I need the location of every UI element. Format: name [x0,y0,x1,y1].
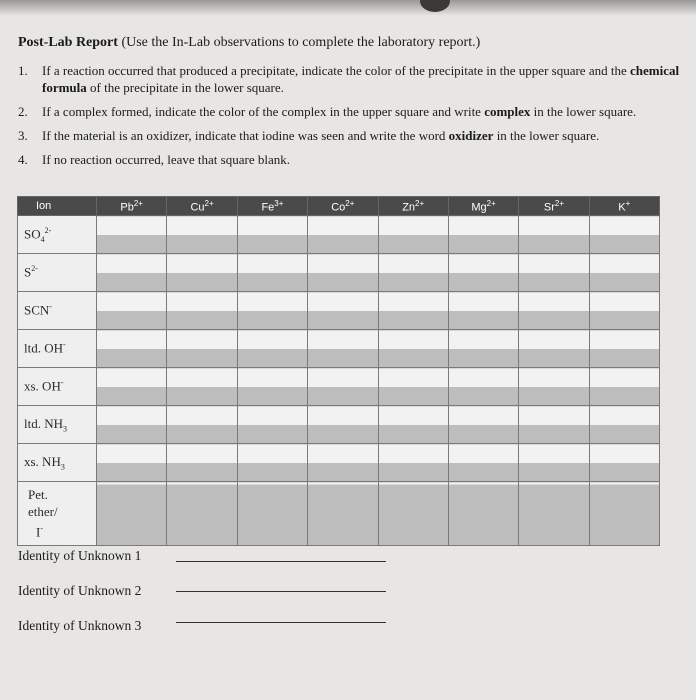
cation-charge: 2+ [204,198,214,208]
reagent-text: ltd. NH [24,415,63,431]
unknown-label: Identity of Unknown 1 [18,548,142,563]
observation-cell[interactable] [167,482,237,546]
reagent-text: SO [24,225,41,241]
instruction-emphasis: chemical formula [42,63,680,95]
observation-cell[interactable] [378,330,448,368]
observation-cell[interactable] [448,330,518,368]
observation-cell[interactable] [378,482,448,546]
table-row [18,406,660,444]
instruction-text: If a complex formed, indicate the color of the complex in the upper square and write [42,104,485,119]
observation-cell[interactable] [378,368,448,406]
reagent-superscript: - [49,302,52,312]
reagent-superscript: 2- [44,225,52,235]
observation-cell[interactable] [237,330,307,368]
ion-column-header: Ion [18,197,97,216]
observation-cell[interactable] [519,330,589,368]
ion-table [17,196,660,546]
unknown-label: Identity of Unknown 3 [18,618,142,633]
reagent-label [18,368,97,406]
cation-symbol: Pb [120,201,134,214]
reagent-text: xs. NH [24,453,61,469]
reagent-subscript: 3 [60,462,65,472]
observation-cell[interactable] [237,444,307,482]
cation-charge: + [625,198,631,208]
instruction-text-end: in the lower square. [493,128,600,143]
observation-cell[interactable] [308,406,378,444]
observation-cell[interactable] [448,368,518,406]
instruction-item [18,62,688,96]
report-title: Post-Lab Report [18,35,118,50]
observation-cell[interactable] [378,292,448,330]
observation-cell[interactable] [589,406,659,444]
reagent-label [18,482,97,546]
instruction-number: 4. [18,152,28,167]
instruction-text-end: of the precipitate in the lower square. [86,80,284,95]
observation-cell[interactable] [308,444,378,482]
table-row [18,254,660,292]
cation-symbol: Co [331,201,346,214]
observation-cell[interactable] [448,216,518,254]
unknown-answer-line[interactable] [176,561,386,562]
reagent-label [18,254,97,292]
observation-cell[interactable] [378,444,448,482]
reagent-text: S [24,264,32,280]
unknown-row [18,583,418,618]
observation-cell[interactable] [97,216,167,254]
observation-cell[interactable] [448,444,518,482]
unknown-row [18,618,418,653]
table-row [18,444,660,482]
observation-cell[interactable] [448,406,518,444]
observation-cell[interactable] [97,330,167,368]
observation-cell[interactable] [167,368,237,406]
observation-cell[interactable] [589,330,659,368]
observation-cell[interactable] [167,330,237,368]
cation-charge: 3+ [274,198,284,208]
reagent-text: xs. OH [24,378,61,394]
observation-cell[interactable] [237,368,307,406]
cation-header-pb [97,197,167,216]
cation-symbol: K [618,201,626,214]
observation-cell[interactable] [519,406,589,444]
instruction-item [18,103,688,120]
reagent-text: ltd. OH [24,340,63,356]
observation-cell[interactable] [167,406,237,444]
reagent-superscript: 2- [31,264,38,274]
observation-cell[interactable] [237,406,307,444]
observation-cell[interactable] [519,216,589,254]
observation-cell[interactable] [97,292,167,330]
cation-symbol: Mg [471,201,487,214]
observation-cell[interactable] [237,292,307,330]
observation-cell[interactable] [448,254,518,292]
observation-cell[interactable] [308,330,378,368]
observation-cell[interactable] [167,444,237,482]
observation-cell[interactable] [308,254,378,292]
observation-cell[interactable] [519,254,589,292]
table-row [18,330,660,368]
reagent-superscript: - [40,524,44,534]
observation-cell[interactable] [448,292,518,330]
cation-header-zn [378,197,448,216]
observation-cell[interactable] [378,254,448,292]
observation-cell[interactable] [308,216,378,254]
observation-cell[interactable] [237,254,307,292]
reagent-subscript: 4 [40,234,45,244]
reagent-label [18,216,97,254]
reagent-superscript: - [63,340,66,350]
table-row [18,368,660,406]
instruction-number: 2. [18,104,28,119]
observation-cell[interactable] [589,292,659,330]
observation-cell[interactable] [589,444,659,482]
instruction-emphasis: oxidizer [448,128,494,143]
reagent-label [18,444,97,482]
photo-shadow [0,0,696,16]
observation-cell[interactable] [97,406,167,444]
cation-symbol: Cu [190,201,205,214]
reagent-superscript: - [60,378,64,388]
instruction-text: If a reaction occurred that produced a precipitate, indicate the color of the precipitate in the upper square and the [42,63,630,78]
cation-header-k [589,197,659,216]
instruction-emphasis: complex [484,104,531,119]
observation-cell[interactable] [589,368,659,406]
cation-charge: 2+ [554,198,564,208]
report-heading [18,35,480,51]
instruction-list [18,62,688,175]
instruction-text: If no reaction occurred, leave that square blank. [42,152,290,167]
unknown-answer-line[interactable] [176,591,386,592]
observation-cell[interactable] [97,368,167,406]
cation-charge: 2+ [486,198,496,208]
observation-cell[interactable] [589,254,659,292]
reagent-line: ether/ [28,504,58,520]
instruction-item [18,127,688,144]
cation-charge: 2+ [133,198,143,208]
table-row [18,216,660,254]
unknown-answer-line[interactable] [176,622,386,623]
instruction-number: 3. [18,128,28,143]
unknowns-section [18,548,418,653]
reagent-label [18,330,97,368]
observation-cell[interactable] [237,216,307,254]
observation-cell[interactable] [519,482,589,546]
reagent-subscript: 3 [63,424,67,434]
observation-cell[interactable] [378,406,448,444]
cation-symbol: Sr [543,201,555,214]
reagent-line: Pet. [28,487,48,503]
cation-header-mg [448,197,518,216]
observation-cell[interactable] [519,444,589,482]
table-header-row [18,197,660,216]
cation-header-cu [167,197,237,216]
observation-cell[interactable] [589,216,659,254]
table-row [18,482,660,546]
observation-cell[interactable] [97,444,167,482]
cation-symbol: Fe [261,201,275,214]
cation-header-fe [237,197,307,216]
table-row [18,292,660,330]
observation-cell[interactable] [519,292,589,330]
reagent-label [18,406,97,444]
observation-cell[interactable] [308,482,378,546]
observation-cell[interactable] [589,482,659,546]
reagent-text: SCN [24,302,50,318]
observation-cell[interactable] [97,482,167,546]
cation-charge: 2+ [415,198,425,208]
instruction-number: 1. [18,63,28,78]
report-subtitle: (Use the In-Lab observations to complete the laboratory report.) [121,35,481,50]
instruction-text-end: in the lower square. [530,104,637,119]
observation-cell[interactable] [308,292,378,330]
reagent-text: I [36,524,41,540]
observation-cell[interactable] [519,368,589,406]
reagent-line [28,520,96,540]
reagent-label [18,292,97,330]
observation-cell[interactable] [237,482,307,546]
observation-cell[interactable] [448,482,518,546]
unknown-row [18,548,418,583]
cation-header-sr [519,197,589,216]
observation-cell[interactable] [97,254,167,292]
observation-cell[interactable] [167,216,237,254]
observation-grid [17,196,660,540]
instruction-item [18,151,688,168]
cation-charge: 2+ [345,198,355,208]
instruction-text: If the material is an oxidizer, indicate that iodine was seen and write the word [42,128,449,143]
cation-header-co [308,197,378,216]
cation-symbol: Zn [402,201,416,214]
observation-cell[interactable] [167,292,237,330]
unknown-label: Identity of Unknown 2 [18,583,142,598]
observation-cell[interactable] [167,254,237,292]
observation-cell[interactable] [378,216,448,254]
observation-cell[interactable] [308,368,378,406]
